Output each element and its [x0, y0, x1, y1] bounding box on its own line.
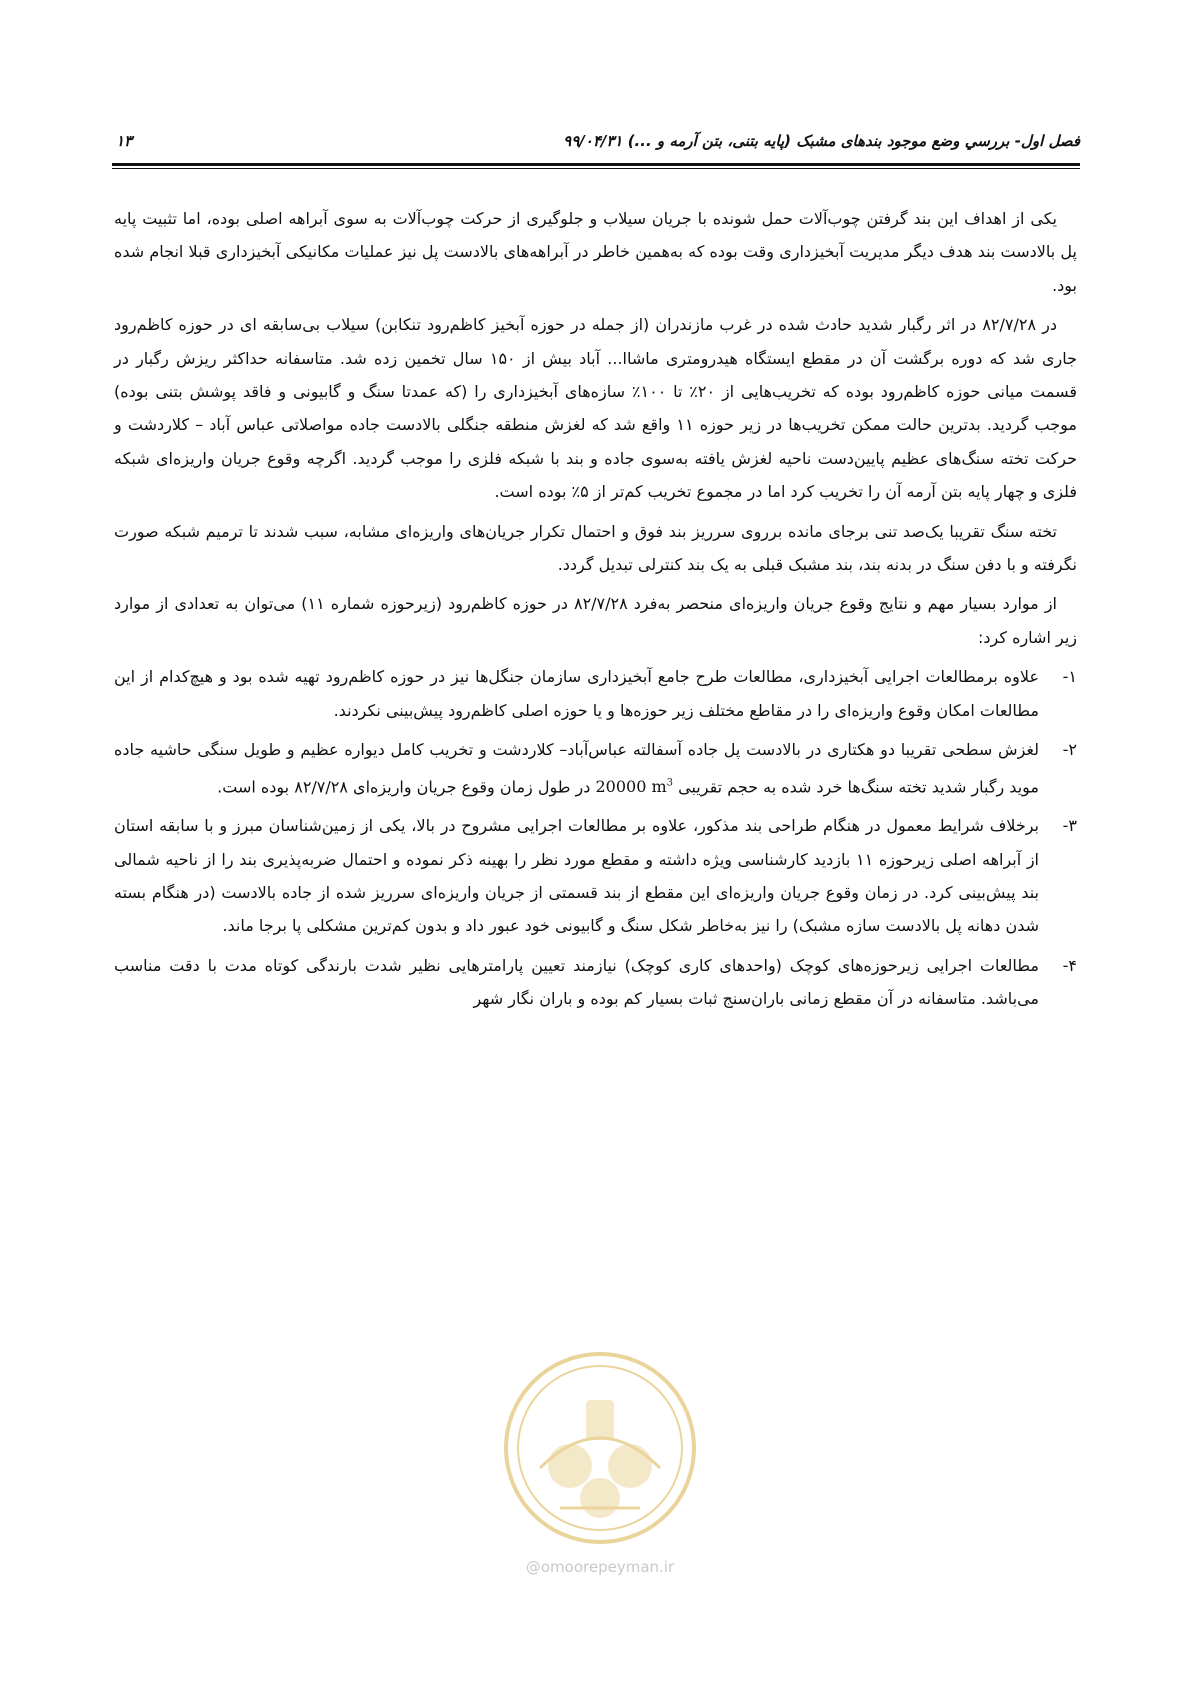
list-item-text: علاوه برمطالعات اجرایی آبخیزداری، مطالعات طرح جامع آبخیزداری سازمان جنگل‌ها نیز در حوزه کاظم‌رود تهیه شده بود و هیچ‌کدام از این مطالعات امکان وقوع واریزه‌ای را در مقاطع مختلف زیر حوزه‌ها و یا حوزه اصلی کاظم‌رود پیش‌بینی نکردند. — [114, 667, 1039, 720]
header-title: فصل اول- بررسي وضع موجود بندهای مشبک (پایه بتنی، بتن آرمه و ...) ۹۹/۰۴/۳۱ — [563, 132, 1080, 150]
list-item-text: مطالعات اجرایی زیرحوزه‌های کوچک (واحدهای کاری کوچک) نیازمند تعیین پارامترهایی نظیر شدت بارندگی کوتاه مدت با دقت مناسب می‌باشد. متاسفانه در آن مقطع زمانی باران‌سنج ثبات بسیار کم بوده و باران نگار شهر — [114, 955, 1039, 1009]
list-item-body — [114, 733, 1039, 803]
numbered-list — [114, 660, 1077, 1015]
header-rule-thick — [112, 163, 1080, 166]
paragraph-2: در ۸۲/۷/۲۸ در اثر رگبار شدید حادث شده در غرب مازندران (از جمله در حوزه آبخیز کاظم‌رود تنکابن) سیلاب بی‌سابقه ای در حوزه کاظم‌رود جاری شد که دوره برگشت آن در مقطع ایستگاه هیدرومتری ماشاا... آباد بیش از ۱۵۰ سال تخمین زده شد. متاسفانه حداکثر ریزش رگبار در قسمت میانی حوزه کاظم‌رود بوده که تخریب‌هایی از ۲۰٪ تا ۱۰۰٪ سازه‌های آبخیزداری را (که عمدتا سنگ و گابیونی و فاقد پوشش بتنی بوده) موجب گردید. بدترین حالت ممکن تخریب‌ها در زیر حوزه ۱۱ واقع شد که لغزش منطقه جنگلی بالادست جاده مواصلاتی عباس آباد – کلاردشت و حرکت تخته سنگ‌های عظیم پایین‌دست ناحیه لغزش یافته به‌سوی جاده و بند با شبکه فلزی را موجب گردید. اگرچه وقوع جریان واریزه‌ای شبکه فلزی و چهار پایه بتن آرمه آن را تخریب کرد اما در مجموع تخریب کم‌تر از ۵٪ بوده است. — [114, 315, 1077, 502]
header-rule-thin — [112, 168, 1080, 169]
list-item — [114, 660, 1077, 727]
document-body — [114, 202, 1077, 1022]
list-item-number: ۴- — [1062, 955, 1077, 975]
paragraph-3: تخته سنگ تقریبا یک‌صد تنی برجای مانده برروی سرریز بند فوق و احتمال تکرار جریان‌های واریزه‌ای مشابه، سبب شدند تا ترمیم شبکه صورت نگرفته و با دفن سنگ در بدنه بند، بند مشبک قبلی به یک بند کنترلی تبدیل گردد. — [114, 521, 1077, 575]
volume-value — [596, 777, 674, 796]
volume-exponent: 3 — [666, 777, 674, 789]
list-item — [114, 949, 1077, 1016]
list-item-number: ۳- — [1062, 816, 1077, 836]
list-item-text-continued: در طول زمان وقوع جریان واریزه‌ای ۸۲/۷/۲۸ بوده است. — [217, 776, 591, 796]
list-item-text: برخلاف شرایط معمول در هنگام طراحی بند مذکور، علاوه بر مطالعات اجرایی مشروح در بالا، یکی از زمین‌شناسان مبرز و با سابقه استان از آبراهه اصلی زیرحوزه ۱۱ بازدید کارشناسی ویژه داشته و مقطع مورد نظر را بهینه ذکر نموده و احتمال ضربه‌پذیری بند را از ناحیه شمالی بند پیش‌بینی کرد. در زمان وقوع جریان واریزه‌ای این مقطع از بند قسمتی از جریان واریزه‌ای سرریز شده از جاده بالادست (در هنگام بسته شدن دهانه پل بالادست سازه مشبک) را نیز به‌خاطر شکل سنگ و گابیونی خود عبور داد و بدون کم‌ترین مشکلی پا برجا ماند. — [114, 816, 1039, 936]
page-header — [112, 128, 1080, 164]
list-item-number: ۱- — [1062, 667, 1077, 687]
list-item-number: ۲- — [1062, 740, 1077, 760]
paragraph-4: از موارد بسیار مهم و نتایج وقوع جریان واریزه‌ای منحصر به‌فرد ۸۲/۷/۲۸ در حوزه کاظم‌رود (زیرحوزه شماره ۱۱) می‌توان به تعدادی از موارد زیر اشاره کرد: — [114, 594, 1077, 647]
list-item-text: لغزش سطحی تقریبا دو هکتاری در بالادست پل جاده آسفالته عباس‌آباد– کلاردشت و تخریب کامل دیواره عظیم و طویل سنگی حاشیه جاده موید رگبار شدید تخته سنگ‌ها خرد شده به حجم تقریبی — [114, 740, 1039, 796]
volume-number: 20000 m — [595, 776, 667, 796]
list-item — [114, 733, 1077, 803]
page-number: ۱۳ — [116, 132, 133, 150]
list-item — [114, 809, 1077, 943]
watermark-seal-icon — [500, 1348, 700, 1548]
paragraph-1: یکی از اهداف این بند گرفتن چوب‌آلات حمل شونده با جریان سیلاب و جلوگیری از حرکت چوب‌آلات به سوی آبراهه اصلی بوده، اما تثبیت پایه پل بالادست بند هدف دیگر مدیریت آبخیزداری وقت بوده که به‌همین خاطر در آبراهه‌های بالادست پل نیز عملیات مکانیکی آبخیزداری قبلا انجام شده بود. — [114, 209, 1077, 295]
watermark-url: @omoorepeyman.ir — [525, 1558, 675, 1576]
